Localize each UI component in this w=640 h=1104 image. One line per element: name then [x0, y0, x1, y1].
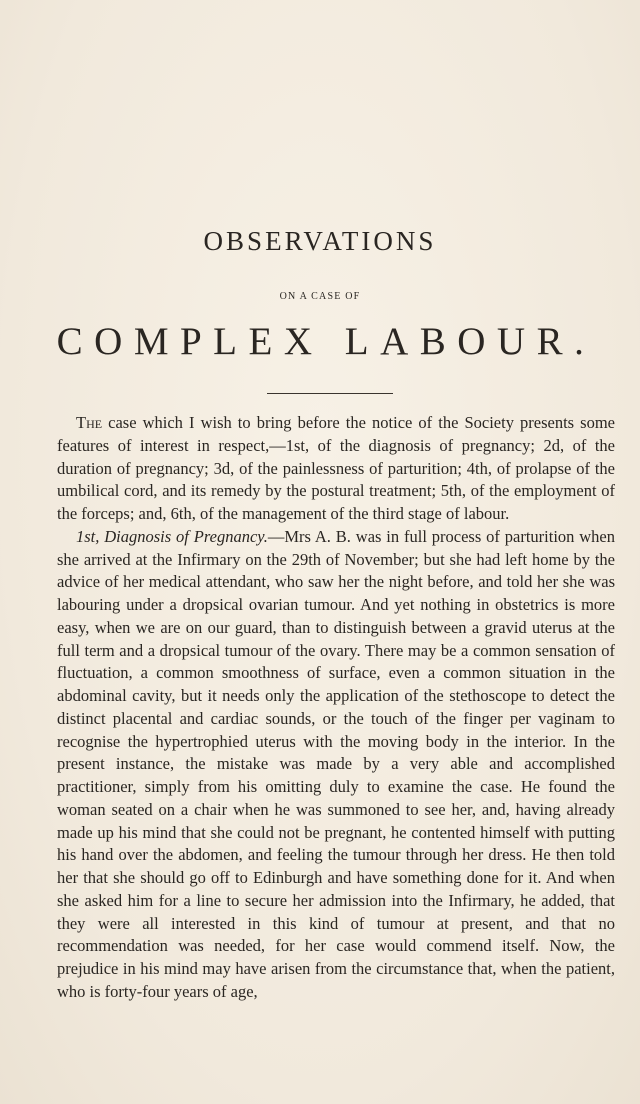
section-heading-diagnosis: 1st, Diagnosis of Pregnancy.: [76, 526, 268, 546]
title-observations: OBSERVATIONS: [203, 226, 437, 256]
intro-text: case which I wish to bring before the notice of the Society presents some features of interest in respect,—1st, of the diagnosis of pregnancy; 2d, of the duration of pregnancy; 3d, of the painlessness of parturition; 4th, of prolapse of the umbilical cord, and its remedy by the postural treatment; 5th, of the employment of the forceps; and, 6th, of the management of the third stage of labour.: [57, 413, 615, 523]
subtitle-on-a-case-of: ON A CASE OF: [279, 291, 361, 302]
paragraph-diagnosis: [57, 526, 615, 1004]
title-complex-labour: COMPLEX LABOUR.: [56, 320, 596, 363]
intro-lead-word: The: [76, 413, 103, 432]
diagnosis-text: —Mrs A. B. was in full process of parturition when she arrived at the Infirmary on the 29th of November; but she had left home by the advice of her medical attendant, who saw her the night before, and told her she was labouring under a dropsical ovarian tumour. And yet nothing in obstetrics is more easy, when we are on our guard, than to distinguish between a gravid uterus at the full term and a dropsical tumour of the ovary. There may be a common sensation of fluctuation, a common smoothness of surface, even a common situation in the abdominal cavity, but it needs only the application of the stethoscope to detect the distinct placental and cardiac sounds, or the touch of the finger per vaginam to recognise the hypertrophied uterus with the moving body in the interior. In the present instance, the mistake was made by a very able and accomplished practitioner, simply from his omitting duly to examine the case. He found the woman seated on a chair when he was summoned to see her, and, having already made up his mind that she could not be pregnant, he contented himself with putting his hand over the abdomen, and feeling the tumour through her dress. He then told her that she should go off to Edinburgh and have something done for it. And when she asked him for a line to secure her admission into the Infirmary, he added, that they were all interested in this kind of tumour at present, and that no recommendation was needed, for her case would commend itself. Now, the prejudice in his mind may have arisen from the circumstance that, when the patient, who is forty-four years of age,: [57, 526, 616, 1001]
title-divider-rule: [267, 393, 393, 394]
paragraph-intro: [57, 412, 615, 526]
body-text: [57, 412, 615, 1004]
